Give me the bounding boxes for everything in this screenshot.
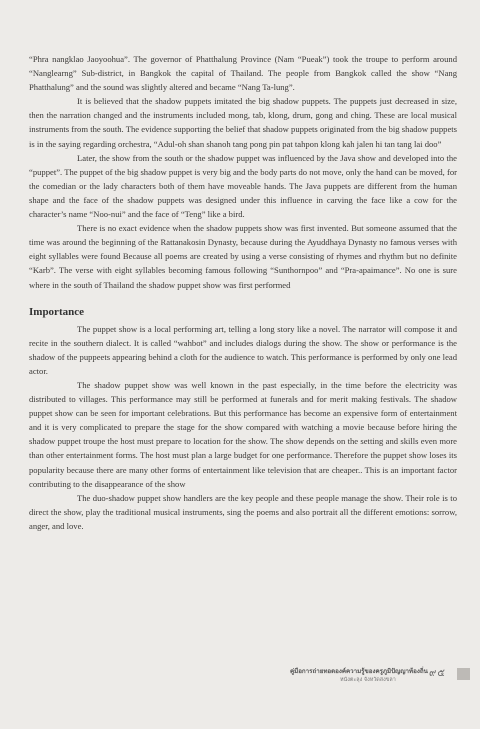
- paragraph-2: It is believed that the shadow puppets imitated the big shadow puppets. The puppets just decreased in size, then the narration changed and the instruments included mong, tab, klong, drum, gong and ching. These are local musical instruments from the south. The evidence supporting the belief that shadow puppets originated from the big shadow puppets is in the saying regarding orchestra, “Adul-oh shan shanoh tang pong pin pat tahpon klong kah jalen hi tan tang lai doo”: [29, 96, 457, 149]
- footer-book-title: คู่มือการถ่ายทอดองค์ความรู้ของครูภูมิปัญญาท้องถิ่น: [290, 668, 428, 675]
- paragraph-4: There is no exact evidence when the shadow puppets show was first invented. But someone assumed that the time was around the beginning of the Rattanakosin Dynasty, because during the Ayuddhaya Dynasty no famous verses with eight syllables were found Because all poems are created by using a verse consisting of rhymes and rhythm but no definite “Karb”. The verse with eight syllables becoming famous following “Sunthornpoo” and “Pra-apaimance”. No one is sure where in the south of Thailand the shadow puppet show was first performed: [29, 223, 457, 290]
- section-heading-importance: Importance: [29, 305, 84, 318]
- page-footer: [290, 666, 480, 688]
- page-edge-tab: [457, 668, 470, 680]
- paragraph-5: The puppet show is a local performing art, telling a long story like a novel. The narrator will compose it and recite in the southern dialect. It is called “wahbot” and includes dialogs during the show. The show or performance is the shadow of the puppeets appearing behind a cloth for the audience to watch. This performance is performed by only one lead actor.: [29, 323, 457, 376]
- paragraph-3: Later, the show from the south or the shadow puppet was influenced by the Java show and developed into the “puppet”. The puppet of the big shadow puppet is very big and the body parts do not move, only the hand can be moved, for the comedian or the lady characters both of them have moveable hands. The Java puppets are different from the human shape and the face of the shadow puppets was designed under this influence in carving the face like a cow for the character’s name “Noo-nui” and the face of “Teng” like a bird.: [29, 152, 457, 220]
- paragraph-1: “Phra nangklao Jaoyoohua”. The governor of Phatthalung Province (Nam “Pueak”) took the troupe to perform around “Nanglearng” Sub-district, in Bangkok the capital of Thailand. The people from Bangkok called the show “Nang Phatthalung” and the sound was slightly altered and became “Nang Ta-lung”.: [29, 54, 457, 93]
- paragraph-7: The duo-shadow puppet show handlers are the key people and these people manage the show. Their role is to direct the show, play the traditional musical instruments, sing the poems and also portrait all the different emotions: sorrow, anger, and love.: [29, 492, 457, 531]
- page-number: ๙๕: [429, 668, 446, 679]
- footer-subtitle: หนังตะลุง จังหวัดสงขลา: [340, 677, 396, 683]
- page-content: [29, 52, 457, 533]
- paragraph-6: The shadow puppet show was well known in the past especially, in the time before the electricity was distributed to villages. This performance may still be performed at funerals and for merit making festivals. The shadow puppet show can be seen for important celebrations. But this performance has become an expensive form of entertainment and it is very complicated to prepare the stage for the show compared with watching a movie because before hiring the shadow puppet troupe the host must prepare to location for the show. The show depends on the setting and skills even more than other entertainment forms. The host must plan a large budget for one performance. Therefore the puppet show loses its popularity because there are many other forms of entertainment like television that are cheaper.. This is an important factor contributing to the disappearance of the show: [29, 379, 457, 489]
